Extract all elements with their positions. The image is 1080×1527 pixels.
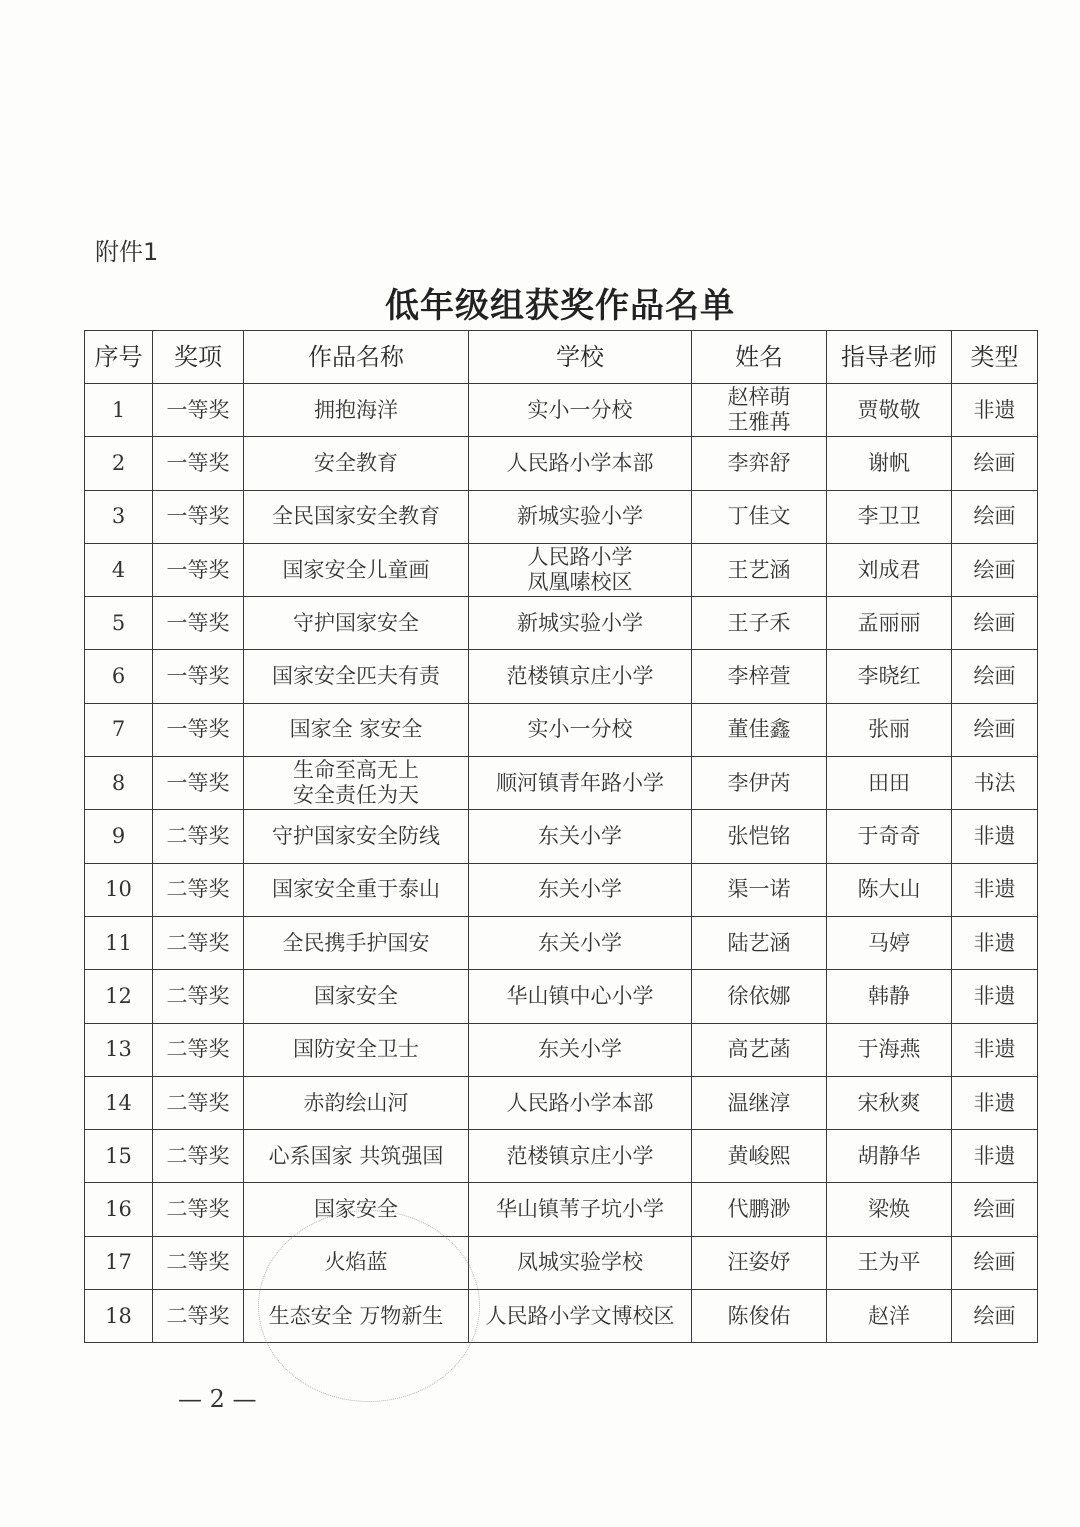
cell-award: 二等奖	[153, 1290, 244, 1343]
cell-no: 15	[85, 1130, 153, 1183]
cell-school: 东关小学	[469, 863, 692, 916]
cell-teacher: 田田	[827, 757, 952, 810]
cell-teacher: 张丽	[827, 703, 952, 756]
cell-school: 人民路小学 凤凰嗉校区	[469, 543, 692, 596]
cell-no: 9	[85, 810, 153, 863]
table-row	[85, 1183, 1038, 1236]
cell-school: 新城实验小学	[469, 490, 692, 543]
cell-work: 生命至高无上 安全责任为天	[244, 757, 469, 810]
cell-no: 7	[85, 703, 153, 756]
cell-type: 非遗	[952, 970, 1038, 1023]
cell-school: 华山镇苇子坑小学	[469, 1183, 692, 1236]
table-row	[85, 1290, 1038, 1343]
cell-award: 一等奖	[153, 597, 244, 650]
cell-type: 绘画	[952, 437, 1038, 490]
cell-no: 12	[85, 970, 153, 1023]
cell-name: 徐依娜	[692, 970, 827, 1023]
cell-award: 一等奖	[153, 384, 244, 437]
cell-name: 陆艺涵	[692, 916, 827, 969]
cell-type: 非遗	[952, 384, 1038, 437]
cell-work: 全民携手护国安	[244, 916, 469, 969]
cell-teacher: 孟丽丽	[827, 597, 952, 650]
cell-teacher: 李卫卫	[827, 490, 952, 543]
cell-teacher: 于奇奇	[827, 810, 952, 863]
cell-name: 代鹏渺	[692, 1183, 827, 1236]
cell-school: 实小一分校	[469, 384, 692, 437]
cell-type: 非遗	[952, 810, 1038, 863]
cell-award: 一等奖	[153, 490, 244, 543]
table-body	[85, 384, 1038, 1343]
cell-award: 一等奖	[153, 543, 244, 596]
cell-work: 国家安全	[244, 1183, 469, 1236]
cell-work: 拥抱海洋	[244, 384, 469, 437]
cell-type: 绘画	[952, 1183, 1038, 1236]
cell-type: 非遗	[952, 1023, 1038, 1076]
cell-work: 国家安全儿童画	[244, 543, 469, 596]
table-row	[85, 1130, 1038, 1183]
cell-work: 国家全 家安全	[244, 703, 469, 756]
page-title: 低年级组获奖作品名单	[385, 286, 735, 326]
cell-school: 范楼镇京庄小学	[469, 650, 692, 703]
cell-teacher: 胡静华	[827, 1130, 952, 1183]
cell-school: 东关小学	[469, 1023, 692, 1076]
cell-teacher: 梁焕	[827, 1183, 952, 1236]
cell-no: 11	[85, 916, 153, 969]
cell-name: 陈俊佑	[692, 1290, 827, 1343]
cell-award: 二等奖	[153, 970, 244, 1023]
cell-name: 渠一诺	[692, 863, 827, 916]
cell-no: 13	[85, 1023, 153, 1076]
cell-no: 8	[85, 757, 153, 810]
cell-teacher: 韩静	[827, 970, 952, 1023]
awards-table	[84, 330, 1038, 1343]
cell-teacher: 王为平	[827, 1236, 952, 1289]
cell-school: 实小一分校	[469, 703, 692, 756]
table-row	[85, 1236, 1038, 1289]
cell-no: 14	[85, 1076, 153, 1129]
cell-name: 高艺菡	[692, 1023, 827, 1076]
cell-work: 火焰蓝	[244, 1236, 469, 1289]
cell-type: 书法	[952, 757, 1038, 810]
table-row	[85, 810, 1038, 863]
table-row	[85, 384, 1038, 437]
cell-no: 6	[85, 650, 153, 703]
cell-award: 二等奖	[153, 810, 244, 863]
table-row	[85, 1023, 1038, 1076]
cell-name: 李伊芮	[692, 757, 827, 810]
cell-teacher: 李晓红	[827, 650, 952, 703]
cell-no: 5	[85, 597, 153, 650]
cell-school: 范楼镇京庄小学	[469, 1130, 692, 1183]
cell-work: 国家安全	[244, 970, 469, 1023]
cell-work: 守护国家安全	[244, 597, 469, 650]
table-header-row	[85, 331, 1038, 384]
cell-award: 二等奖	[153, 863, 244, 916]
column-header-teacher: 指导老师	[827, 331, 952, 384]
table-row	[85, 490, 1038, 543]
table-row	[85, 916, 1038, 969]
cell-teacher: 刘成君	[827, 543, 952, 596]
cell-name: 张恺铭	[692, 810, 827, 863]
cell-work: 国家安全匹夫有责	[244, 650, 469, 703]
cell-award: 一等奖	[153, 703, 244, 756]
table-row	[85, 650, 1038, 703]
cell-no: 2	[85, 437, 153, 490]
cell-name: 李弈舒	[692, 437, 827, 490]
table-row	[85, 597, 1038, 650]
cell-teacher: 贾敬敬	[827, 384, 952, 437]
table-row	[85, 703, 1038, 756]
column-header-work: 作品名称	[244, 331, 469, 384]
cell-name: 汪姿妤	[692, 1236, 827, 1289]
cell-work: 安全教育	[244, 437, 469, 490]
cell-school: 人民路小学本部	[469, 1076, 692, 1129]
cell-teacher: 于海燕	[827, 1023, 952, 1076]
cell-no: 17	[85, 1236, 153, 1289]
cell-no: 18	[85, 1290, 153, 1343]
cell-award: 二等奖	[153, 1236, 244, 1289]
table-row	[85, 757, 1038, 810]
cell-type: 绘画	[952, 490, 1038, 543]
cell-no: 16	[85, 1183, 153, 1236]
cell-name: 丁佳文	[692, 490, 827, 543]
cell-work: 守护国家安全防线	[244, 810, 469, 863]
cell-award: 一等奖	[153, 650, 244, 703]
cell-work: 全民国家安全教育	[244, 490, 469, 543]
cell-work: 赤韵绘山河	[244, 1076, 469, 1129]
column-header-school: 学校	[469, 331, 692, 384]
cell-school: 人民路小学文博校区	[469, 1290, 692, 1343]
cell-school: 东关小学	[469, 810, 692, 863]
cell-name: 温继淳	[692, 1076, 827, 1129]
official-seal	[258, 1210, 480, 1402]
cell-award: 二等奖	[153, 1023, 244, 1076]
cell-award: 二等奖	[153, 916, 244, 969]
table-row	[85, 543, 1038, 596]
cell-work: 生态安全 万物新生	[244, 1290, 469, 1343]
cell-award: 二等奖	[153, 1130, 244, 1183]
cell-type: 绘画	[952, 1290, 1038, 1343]
column-header-no: 序号	[85, 331, 153, 384]
cell-school: 凤城实验学校	[469, 1236, 692, 1289]
cell-name: 王子禾	[692, 597, 827, 650]
cell-award: 一等奖	[153, 437, 244, 490]
table-row	[85, 970, 1038, 1023]
cell-type: 绘画	[952, 650, 1038, 703]
cell-type: 绘画	[952, 703, 1038, 756]
cell-teacher: 陈大山	[827, 863, 952, 916]
cell-teacher: 谢帆	[827, 437, 952, 490]
cell-name: 李梓萱	[692, 650, 827, 703]
cell-name: 董佳鑫	[692, 703, 827, 756]
cell-type: 绘画	[952, 597, 1038, 650]
cell-school: 人民路小学本部	[469, 437, 692, 490]
cell-teacher: 宋秋爽	[827, 1076, 952, 1129]
table-row	[85, 437, 1038, 490]
table-row	[85, 1076, 1038, 1129]
attachment-label: 附件1	[95, 238, 159, 266]
cell-type: 非遗	[952, 1130, 1038, 1183]
cell-work: 国家安全重于泰山	[244, 863, 469, 916]
column-header-name: 姓名	[692, 331, 827, 384]
cell-award: 二等奖	[153, 1183, 244, 1236]
cell-school: 顺河镇青年路小学	[469, 757, 692, 810]
cell-no: 10	[85, 863, 153, 916]
cell-award: 一等奖	[153, 757, 244, 810]
cell-no: 3	[85, 490, 153, 543]
column-header-type: 类型	[952, 331, 1038, 384]
cell-school: 东关小学	[469, 916, 692, 969]
cell-school: 新城实验小学	[469, 597, 692, 650]
cell-name: 黄峻熙	[692, 1130, 827, 1183]
cell-teacher: 赵洋	[827, 1290, 952, 1343]
cell-award: 二等奖	[153, 1076, 244, 1129]
cell-school: 华山镇中心小学	[469, 970, 692, 1023]
cell-no: 1	[85, 384, 153, 437]
cell-type: 绘画	[952, 1236, 1038, 1289]
cell-work: 心系国家 共筑强国	[244, 1130, 469, 1183]
cell-type: 绘画	[952, 543, 1038, 596]
cell-no: 4	[85, 543, 153, 596]
cell-teacher: 马婷	[827, 916, 952, 969]
table-row	[85, 863, 1038, 916]
cell-work: 国防安全卫士	[244, 1023, 469, 1076]
cell-type: 非遗	[952, 916, 1038, 969]
cell-type: 非遗	[952, 1076, 1038, 1129]
cell-type: 非遗	[952, 863, 1038, 916]
cell-name: 王艺涵	[692, 543, 827, 596]
page-number: — 2 —	[178, 1385, 257, 1413]
column-header-award: 奖项	[153, 331, 244, 384]
cell-name: 赵梓萌 王雅苒	[692, 384, 827, 437]
